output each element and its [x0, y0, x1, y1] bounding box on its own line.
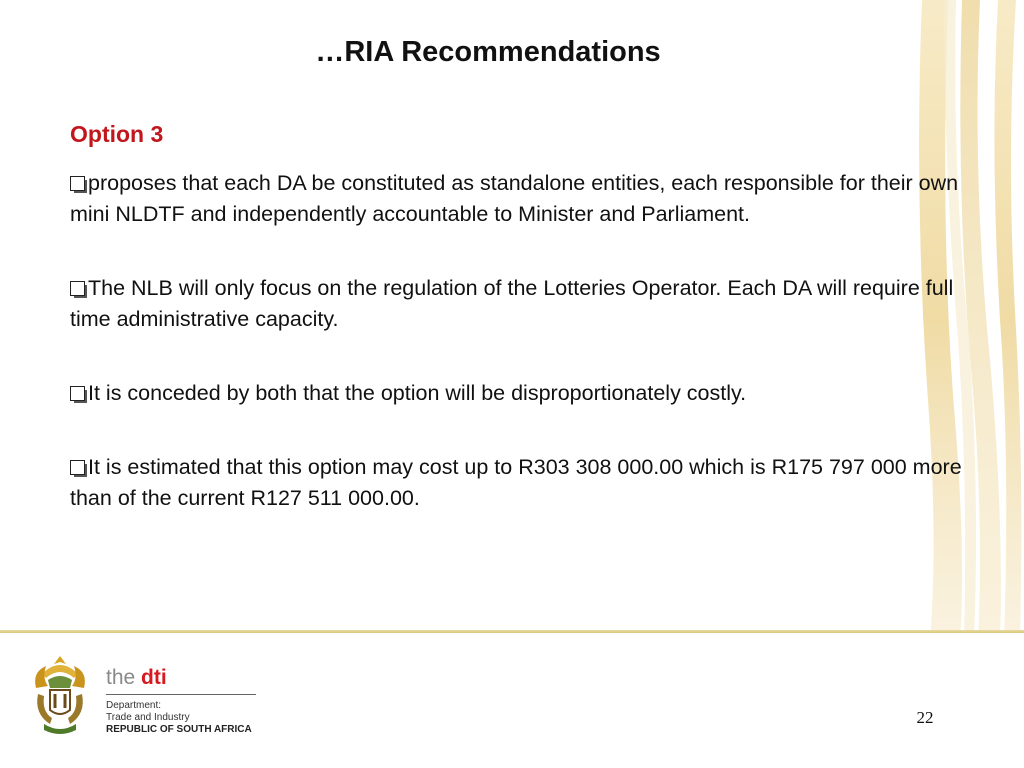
bullet-item	[70, 273, 990, 335]
page-number: 22	[916, 708, 934, 727]
bullet-text: proposes that each DA be constituted as standalone entities, each responsible for their own mini NLDTF and independently accountable to Minister and Parliament.	[70, 171, 959, 226]
bullet-item	[70, 452, 990, 514]
bullet-text: It is estimated that this option may cost up to R303 308 000.00 which is R175 797 000 more than of the current R127 511 000.00.	[70, 455, 962, 510]
dept-line-1: Department:	[106, 700, 162, 711]
dti-wordmark	[106, 666, 266, 690]
dti-the-text: the	[106, 666, 136, 689]
bullet-text: It is conceded by both that the option will be disproportionately costly.	[88, 381, 747, 405]
dti-underline	[106, 694, 256, 695]
dept-line-2: Trade and Industry	[106, 712, 190, 723]
checkbox-bullet-icon	[70, 386, 85, 401]
checkbox-bullet-icon	[70, 460, 85, 475]
checkbox-bullet-icon	[70, 281, 85, 296]
coat-of-arms-icon	[28, 654, 92, 738]
country-line: REPUBLIC OF SOUTH AFRICA	[106, 724, 252, 735]
bullet-item	[70, 378, 990, 409]
dti-logo	[106, 666, 266, 736]
option-heading: Option 3	[70, 121, 164, 147]
dti-name-text: dti	[141, 666, 167, 689]
bullet-item	[70, 168, 990, 230]
bullet-text: The NLB will only focus on the regulation of the Lotteries Operator. Each DA will require full time administrative capacity.	[70, 276, 954, 331]
bullet-list	[70, 168, 990, 514]
slide-title: …RIA Recommendations	[315, 36, 661, 68]
checkbox-bullet-icon	[70, 176, 85, 191]
